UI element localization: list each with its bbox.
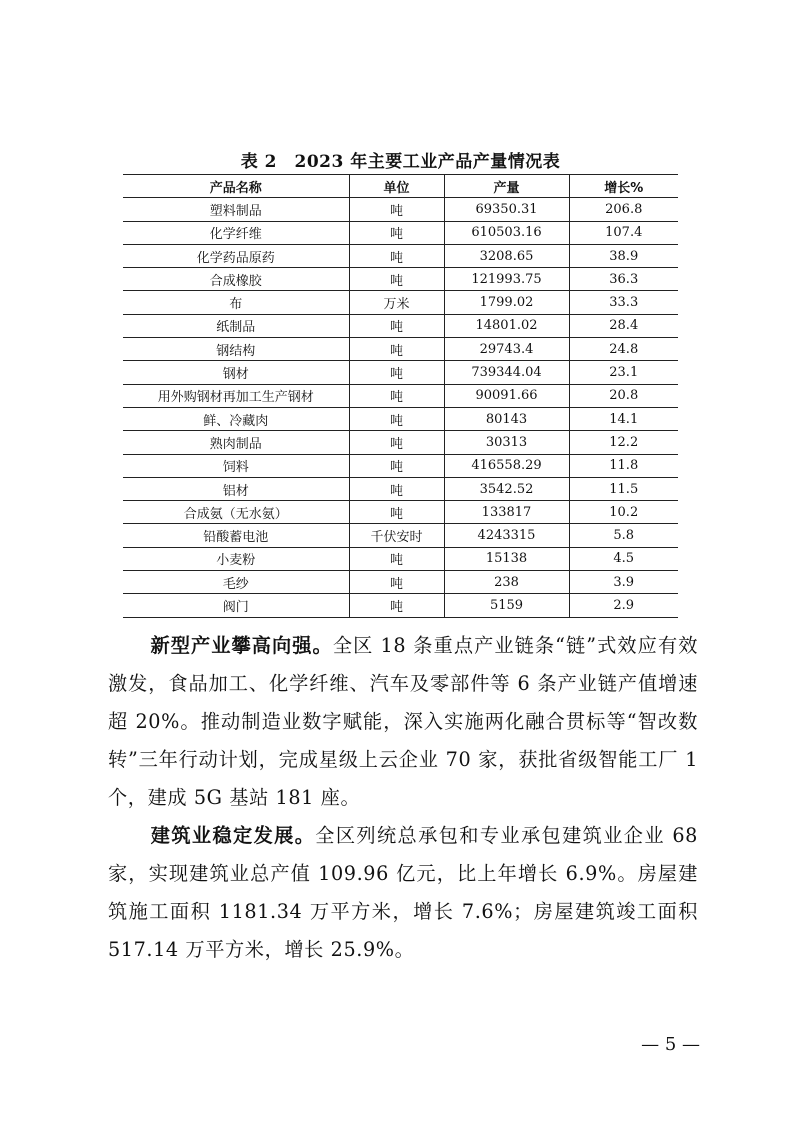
cell-output: 610503.16 — [444, 221, 569, 244]
cell-unit: 吨 — [349, 547, 444, 570]
cell-unit: 吨 — [349, 361, 444, 384]
cell-output: 3208.65 — [444, 244, 569, 267]
cell-output: 4243315 — [444, 524, 569, 547]
cell-growth: 3.9 — [569, 571, 678, 594]
cell-output: 1799.02 — [444, 291, 569, 314]
cell-output: 238 — [444, 571, 569, 594]
cell-growth: 38.9 — [569, 244, 678, 267]
cell-unit: 吨 — [349, 221, 444, 244]
cell-growth: 20.8 — [569, 384, 678, 407]
header-unit: 单位 — [349, 175, 444, 198]
table-caption: 表 2 2023 年主要工业产品产量情况表 — [240, 152, 561, 172]
cell-growth: 24.8 — [569, 338, 678, 361]
cell-growth: 2.9 — [569, 594, 678, 617]
table-row — [123, 501, 678, 524]
cell-growth: 23.1 — [569, 361, 678, 384]
cell-output: 69350.31 — [444, 198, 569, 221]
cell-unit: 吨 — [349, 594, 444, 617]
cell-unit: 吨 — [349, 501, 444, 524]
cell-product-name: 铝材 — [123, 477, 349, 500]
table-row — [123, 384, 678, 407]
cell-unit: 吨 — [349, 477, 444, 500]
cell-growth: 5.8 — [569, 524, 678, 547]
paragraph-industry — [108, 627, 698, 817]
cell-growth: 11.5 — [569, 477, 678, 500]
cell-unit: 万米 — [349, 291, 444, 314]
header-product-name: 产品名称 — [123, 175, 349, 198]
cell-growth: 206.8 — [569, 198, 678, 221]
cell-product-name: 钢结构 — [123, 338, 349, 361]
cell-product-name: 熟肉制品 — [123, 431, 349, 454]
cell-output: 133817 — [444, 501, 569, 524]
cell-growth: 14.1 — [569, 407, 678, 430]
production-table — [123, 174, 678, 618]
cell-product-name: 纸制品 — [123, 314, 349, 337]
table-header-row — [123, 175, 678, 198]
cell-product-name: 化学药品原药 — [123, 244, 349, 267]
cell-product-name: 化学纤维 — [123, 221, 349, 244]
table-row — [123, 571, 678, 594]
table-row — [123, 547, 678, 570]
cell-output: 29743.4 — [444, 338, 569, 361]
table-row — [123, 244, 678, 267]
table-row — [123, 198, 678, 221]
cell-growth: 36.3 — [569, 268, 678, 291]
table-row — [123, 291, 678, 314]
cell-product-name: 塑料制品 — [123, 198, 349, 221]
cell-growth: 10.2 — [569, 501, 678, 524]
table-row — [123, 314, 678, 337]
cell-growth: 28.4 — [569, 314, 678, 337]
cell-unit: 吨 — [349, 268, 444, 291]
cell-growth: 4.5 — [569, 547, 678, 570]
cell-product-name: 合成橡胶 — [123, 268, 349, 291]
table-row — [123, 477, 678, 500]
table-row — [123, 361, 678, 384]
cell-product-name: 小麦粉 — [123, 547, 349, 570]
table-row — [123, 594, 678, 617]
paragraph-construction — [108, 817, 698, 969]
table-row — [123, 407, 678, 430]
cell-unit: 千伏安时 — [349, 524, 444, 547]
cell-output: 3542.52 — [444, 477, 569, 500]
cell-product-name: 铅酸蓄电池 — [123, 524, 349, 547]
cell-output: 80143 — [444, 407, 569, 430]
cell-unit: 吨 — [349, 454, 444, 477]
table-row — [123, 524, 678, 547]
cell-product-name: 合成氨（无水氨） — [123, 501, 349, 524]
cell-output: 5159 — [444, 594, 569, 617]
cell-product-name: 饲料 — [123, 454, 349, 477]
cell-output: 416558.29 — [444, 454, 569, 477]
paragraph-text: 全区 18 条重点产业链条“链”式效应有效激发，食品加工、化学纤维、汽车及零部件等 6 条产业链产值增速超 20%。推动制造业数字赋能，深入实施两化融合贯标等“智改数转”三年行动计划，完成星级上云企业 70 家，获批省级智能工厂 1 个，建成 5G 基站 181 座。 — [108, 634, 698, 809]
cell-unit: 吨 — [349, 431, 444, 454]
cell-output: 739344.04 — [444, 361, 569, 384]
cell-unit: 吨 — [349, 198, 444, 221]
table-row — [123, 338, 678, 361]
cell-output: 14801.02 — [444, 314, 569, 337]
cell-product-name: 阀门 — [123, 594, 349, 617]
cell-growth: 33.3 — [569, 291, 678, 314]
cell-product-name: 钢材 — [123, 361, 349, 384]
cell-output: 90091.66 — [444, 384, 569, 407]
cell-unit: 吨 — [349, 407, 444, 430]
cell-output: 15138 — [444, 547, 569, 570]
cell-unit: 吨 — [349, 338, 444, 361]
cell-product-name: 布 — [123, 291, 349, 314]
cell-unit: 吨 — [349, 571, 444, 594]
cell-product-name: 毛纱 — [123, 571, 349, 594]
table-row — [123, 221, 678, 244]
paragraph-lead: 建筑业稳定发展。 — [150, 824, 316, 847]
page-number: — 5 — — [641, 1034, 700, 1055]
cell-growth: 12.2 — [569, 431, 678, 454]
cell-output: 30313 — [444, 431, 569, 454]
cell-growth: 11.8 — [569, 454, 678, 477]
paragraph-lead: 新型产业攀高向强。 — [150, 634, 333, 657]
table-row — [123, 454, 678, 477]
header-growth: 增长% — [569, 175, 678, 198]
header-output: 产量 — [444, 175, 569, 198]
table-row — [123, 268, 678, 291]
paragraph-text: 全区列统总承包和专业承包建筑业企业 68 家，实现建筑业总产值 109.96 亿元，比上年增长 6.9%。房屋建筑施工面积 1181.34 万平方米，增长 7.6%；房屋建筑竣工面积 517.14 万平方米，增长 25.9%。 — [108, 824, 698, 961]
cell-unit: 吨 — [349, 314, 444, 337]
table-row — [123, 431, 678, 454]
cell-product-name: 鲜、冷藏肉 — [123, 407, 349, 430]
cell-output: 121993.75 — [444, 268, 569, 291]
cell-unit: 吨 — [349, 244, 444, 267]
cell-unit: 吨 — [349, 384, 444, 407]
cell-growth: 107.4 — [569, 221, 678, 244]
cell-product-name: 用外购钢材再加工生产钢材 — [123, 384, 349, 407]
